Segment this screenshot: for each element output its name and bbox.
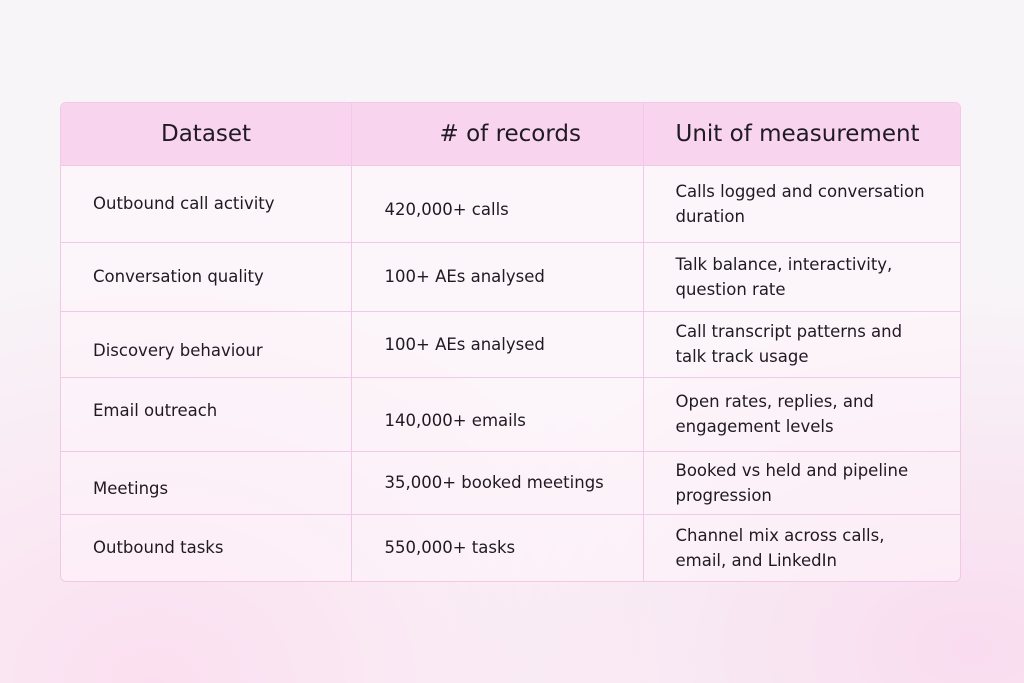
cell-unit <box>643 514 960 581</box>
records-value: 420,000+ calls <box>384 200 509 219</box>
unit-value: Calls logged and conversation duration <box>675 181 925 226</box>
cell-records: 550,000+ tasks <box>351 514 643 581</box>
datasets-table <box>60 102 961 582</box>
cell-dataset: Outbound tasks <box>61 514 351 581</box>
unit-value: Talk balance, interactivity, question rate <box>675 254 893 299</box>
cell-unit <box>643 165 960 242</box>
cell-records <box>351 165 643 242</box>
dataset-value: Email outreach <box>93 400 218 420</box>
cell-unit <box>643 451 960 514</box>
cell-records <box>351 377 643 451</box>
records-value: 140,000+ emails <box>384 410 526 430</box>
unit-value: Channel mix across calls, email, and LinkedIn <box>675 525 885 570</box>
cell-dataset <box>61 451 351 514</box>
cell-records: 100+ AEs analysed <box>351 242 643 311</box>
table-row <box>61 311 960 377</box>
unit-value: Call transcript patterns and talk track usage <box>675 322 903 366</box>
table-row <box>61 165 960 242</box>
cell-unit <box>643 242 960 311</box>
unit-value: Booked vs held and pipeline progression <box>675 460 909 505</box>
unit-value: Open rates, replies, and engagement levels <box>675 392 874 436</box>
table-row <box>61 242 960 311</box>
header-dataset: Dataset <box>61 103 351 165</box>
cell-dataset <box>61 377 351 451</box>
header-unit: Unit of measurement <box>643 103 960 165</box>
dataset-value: Meetings <box>93 479 169 498</box>
cell-records: 35,000+ booked meetings <box>351 451 643 514</box>
table-row <box>61 451 960 514</box>
dataset-value: Discovery behaviour <box>93 340 263 360</box>
cell-dataset: Outbound call activity <box>61 165 351 242</box>
table-header-row <box>61 103 960 165</box>
cell-records: 100+ AEs analysed <box>351 311 643 377</box>
table-row <box>61 377 960 451</box>
cell-unit <box>643 311 960 377</box>
cell-unit <box>643 377 960 451</box>
cell-dataset <box>61 311 351 377</box>
header-records: # of records <box>351 103 643 165</box>
table-row <box>61 514 960 581</box>
cell-dataset: Conversation quality <box>61 242 351 311</box>
